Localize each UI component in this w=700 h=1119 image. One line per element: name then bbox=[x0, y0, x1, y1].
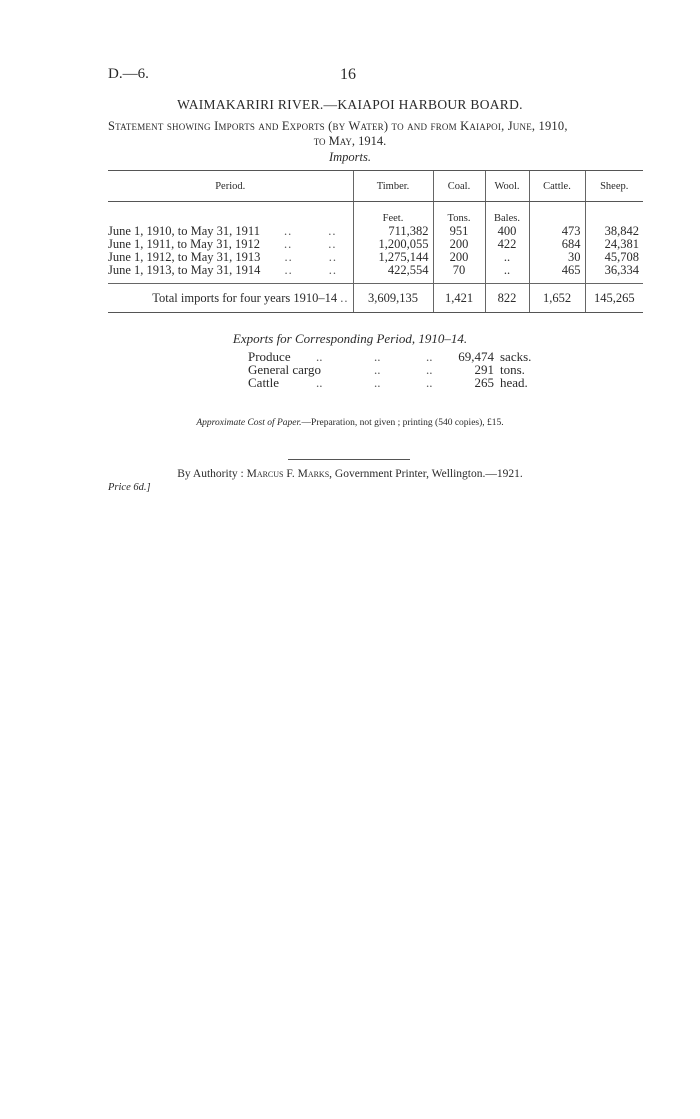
sheep-cell: 36,334 bbox=[585, 264, 643, 277]
coal-cell: 200 bbox=[433, 238, 485, 251]
unit-wool: Bales. bbox=[485, 202, 529, 226]
export-row-general-cargo bbox=[248, 362, 525, 377]
total-row bbox=[108, 284, 643, 313]
leader-dots: .. bbox=[284, 263, 293, 277]
page-number: 16 bbox=[340, 66, 356, 83]
sheep-cell: 38,842 bbox=[585, 225, 643, 238]
unit-sheep bbox=[585, 202, 643, 226]
cattle-cell: 30 bbox=[529, 251, 585, 264]
wool-cell: 422 bbox=[485, 238, 529, 251]
exports-caption: Exports for Corresponding Period, 1910–14. bbox=[232, 331, 468, 346]
unit-coal: Tons. bbox=[433, 202, 485, 226]
export-value: 265 bbox=[474, 375, 494, 390]
wool-cell: 400 bbox=[485, 225, 529, 238]
unit-cattle bbox=[529, 202, 585, 226]
cattle-cell: 684 bbox=[529, 238, 585, 251]
total-coal: 1,421 bbox=[433, 284, 485, 313]
leader-dots: .. bbox=[426, 375, 433, 390]
unit-period bbox=[108, 202, 353, 226]
cost-note-label: Approximate Cost of Paper. bbox=[196, 418, 302, 428]
imports-table bbox=[108, 170, 643, 313]
printer-name: Marcus F. Marks bbox=[246, 468, 330, 480]
leader-dots: .. bbox=[426, 362, 433, 377]
leader-dots: .. bbox=[374, 362, 381, 377]
timber-cell: 1,275,144 bbox=[353, 251, 433, 264]
period-text: June 1, 1911, to May 31, 1912 bbox=[108, 237, 260, 251]
export-unit: head. bbox=[500, 375, 528, 390]
statement-subtitle-line2: to May, 1914. bbox=[313, 134, 387, 148]
period-text: June 1, 1912, to May 31, 1913 bbox=[108, 250, 261, 264]
period-text: June 1, 1910, to May 31, 1911 bbox=[108, 224, 260, 238]
cattle-cell: 473 bbox=[529, 225, 585, 238]
column-header-coal: Coal. bbox=[433, 171, 485, 202]
coal-cell: 951 bbox=[433, 225, 485, 238]
report-title: WAIMAKARIRI RIVER.—KAIAPOI HARBOUR BOARD. bbox=[177, 97, 523, 112]
table-row bbox=[108, 264, 643, 277]
timber-cell: 711,382 bbox=[353, 225, 433, 238]
unit-timber: Feet. bbox=[353, 202, 433, 226]
wool-cell: .. bbox=[485, 264, 529, 277]
column-header-period: Period. bbox=[108, 171, 353, 202]
column-header-wool: Wool. bbox=[485, 171, 529, 202]
cost-note-text: —Preparation, not given ; printing (540 copies), £15. bbox=[301, 418, 504, 428]
period-cell bbox=[108, 264, 353, 277]
export-label: Cattle bbox=[248, 375, 280, 390]
cost-note bbox=[0, 418, 700, 428]
document-reference: D.—6. bbox=[108, 66, 149, 82]
column-header-cattle: Cattle. bbox=[529, 171, 585, 202]
export-label: Produce bbox=[248, 349, 291, 364]
authority-suffix: , Government Printer, Wellington.—1921. bbox=[329, 468, 523, 480]
authority-prefix: By Authority : bbox=[177, 468, 244, 480]
leader-dots: .. bbox=[316, 375, 323, 390]
leader-dots: .. bbox=[374, 375, 381, 390]
total-wool: 822 bbox=[485, 284, 529, 313]
leader-dots: .. bbox=[284, 250, 293, 264]
wool-cell: .. bbox=[485, 251, 529, 264]
export-value: 69,474 bbox=[458, 349, 494, 364]
leader-dots: .. bbox=[283, 237, 293, 251]
sheep-cell: 45,708 bbox=[585, 251, 643, 264]
coal-cell: 200 bbox=[433, 251, 485, 264]
printer-authority bbox=[0, 468, 700, 480]
leader-dots: .. bbox=[328, 250, 337, 264]
leader-dots: .. bbox=[328, 263, 337, 277]
column-header-sheep: Sheep. bbox=[585, 171, 643, 202]
leader-dots: .. bbox=[328, 224, 337, 238]
export-row-produce bbox=[248, 349, 532, 364]
cattle-cell: 465 bbox=[529, 264, 585, 277]
total-timber: 3,609,135 bbox=[353, 284, 433, 313]
units-row bbox=[108, 202, 643, 226]
imports-header-row bbox=[108, 171, 643, 202]
export-unit: tons. bbox=[500, 362, 525, 377]
timber-cell: 1,200,055 bbox=[353, 238, 433, 251]
timber-cell: 422,554 bbox=[353, 264, 433, 277]
export-unit: sacks. bbox=[500, 349, 532, 364]
leader-dots: .. bbox=[283, 224, 293, 238]
total-sheep: 145,265 bbox=[585, 284, 643, 313]
leader-dots: .. bbox=[426, 349, 433, 364]
price-note: Price 6d.] bbox=[108, 482, 151, 493]
total-label: Total imports for four years 1910–14 bbox=[152, 290, 338, 305]
leader-dots: .. bbox=[316, 349, 323, 364]
period-text: June 1, 1913, to May 31, 1914 bbox=[108, 263, 261, 277]
imports-caption: Imports. bbox=[328, 150, 372, 164]
total-label-cell bbox=[108, 284, 353, 313]
export-value: 291 bbox=[474, 362, 494, 377]
sheep-cell: 24,381 bbox=[585, 238, 643, 251]
column-header-timber: Timber. bbox=[353, 171, 433, 202]
divider-rule bbox=[288, 459, 410, 460]
export-label: General cargo bbox=[248, 362, 322, 377]
total-cattle: 1,652 bbox=[529, 284, 585, 313]
leader-dots: .. bbox=[374, 349, 381, 364]
coal-cell: 70 bbox=[433, 264, 485, 277]
leader-dots: .. bbox=[340, 290, 349, 305]
statement-subtitle-line1: Statement showing Imports and Exports (by Water) to and from Kaiapoi, June, 1910, bbox=[108, 119, 568, 133]
export-row-cattle bbox=[248, 375, 528, 390]
leader-dots: .. bbox=[328, 237, 337, 251]
